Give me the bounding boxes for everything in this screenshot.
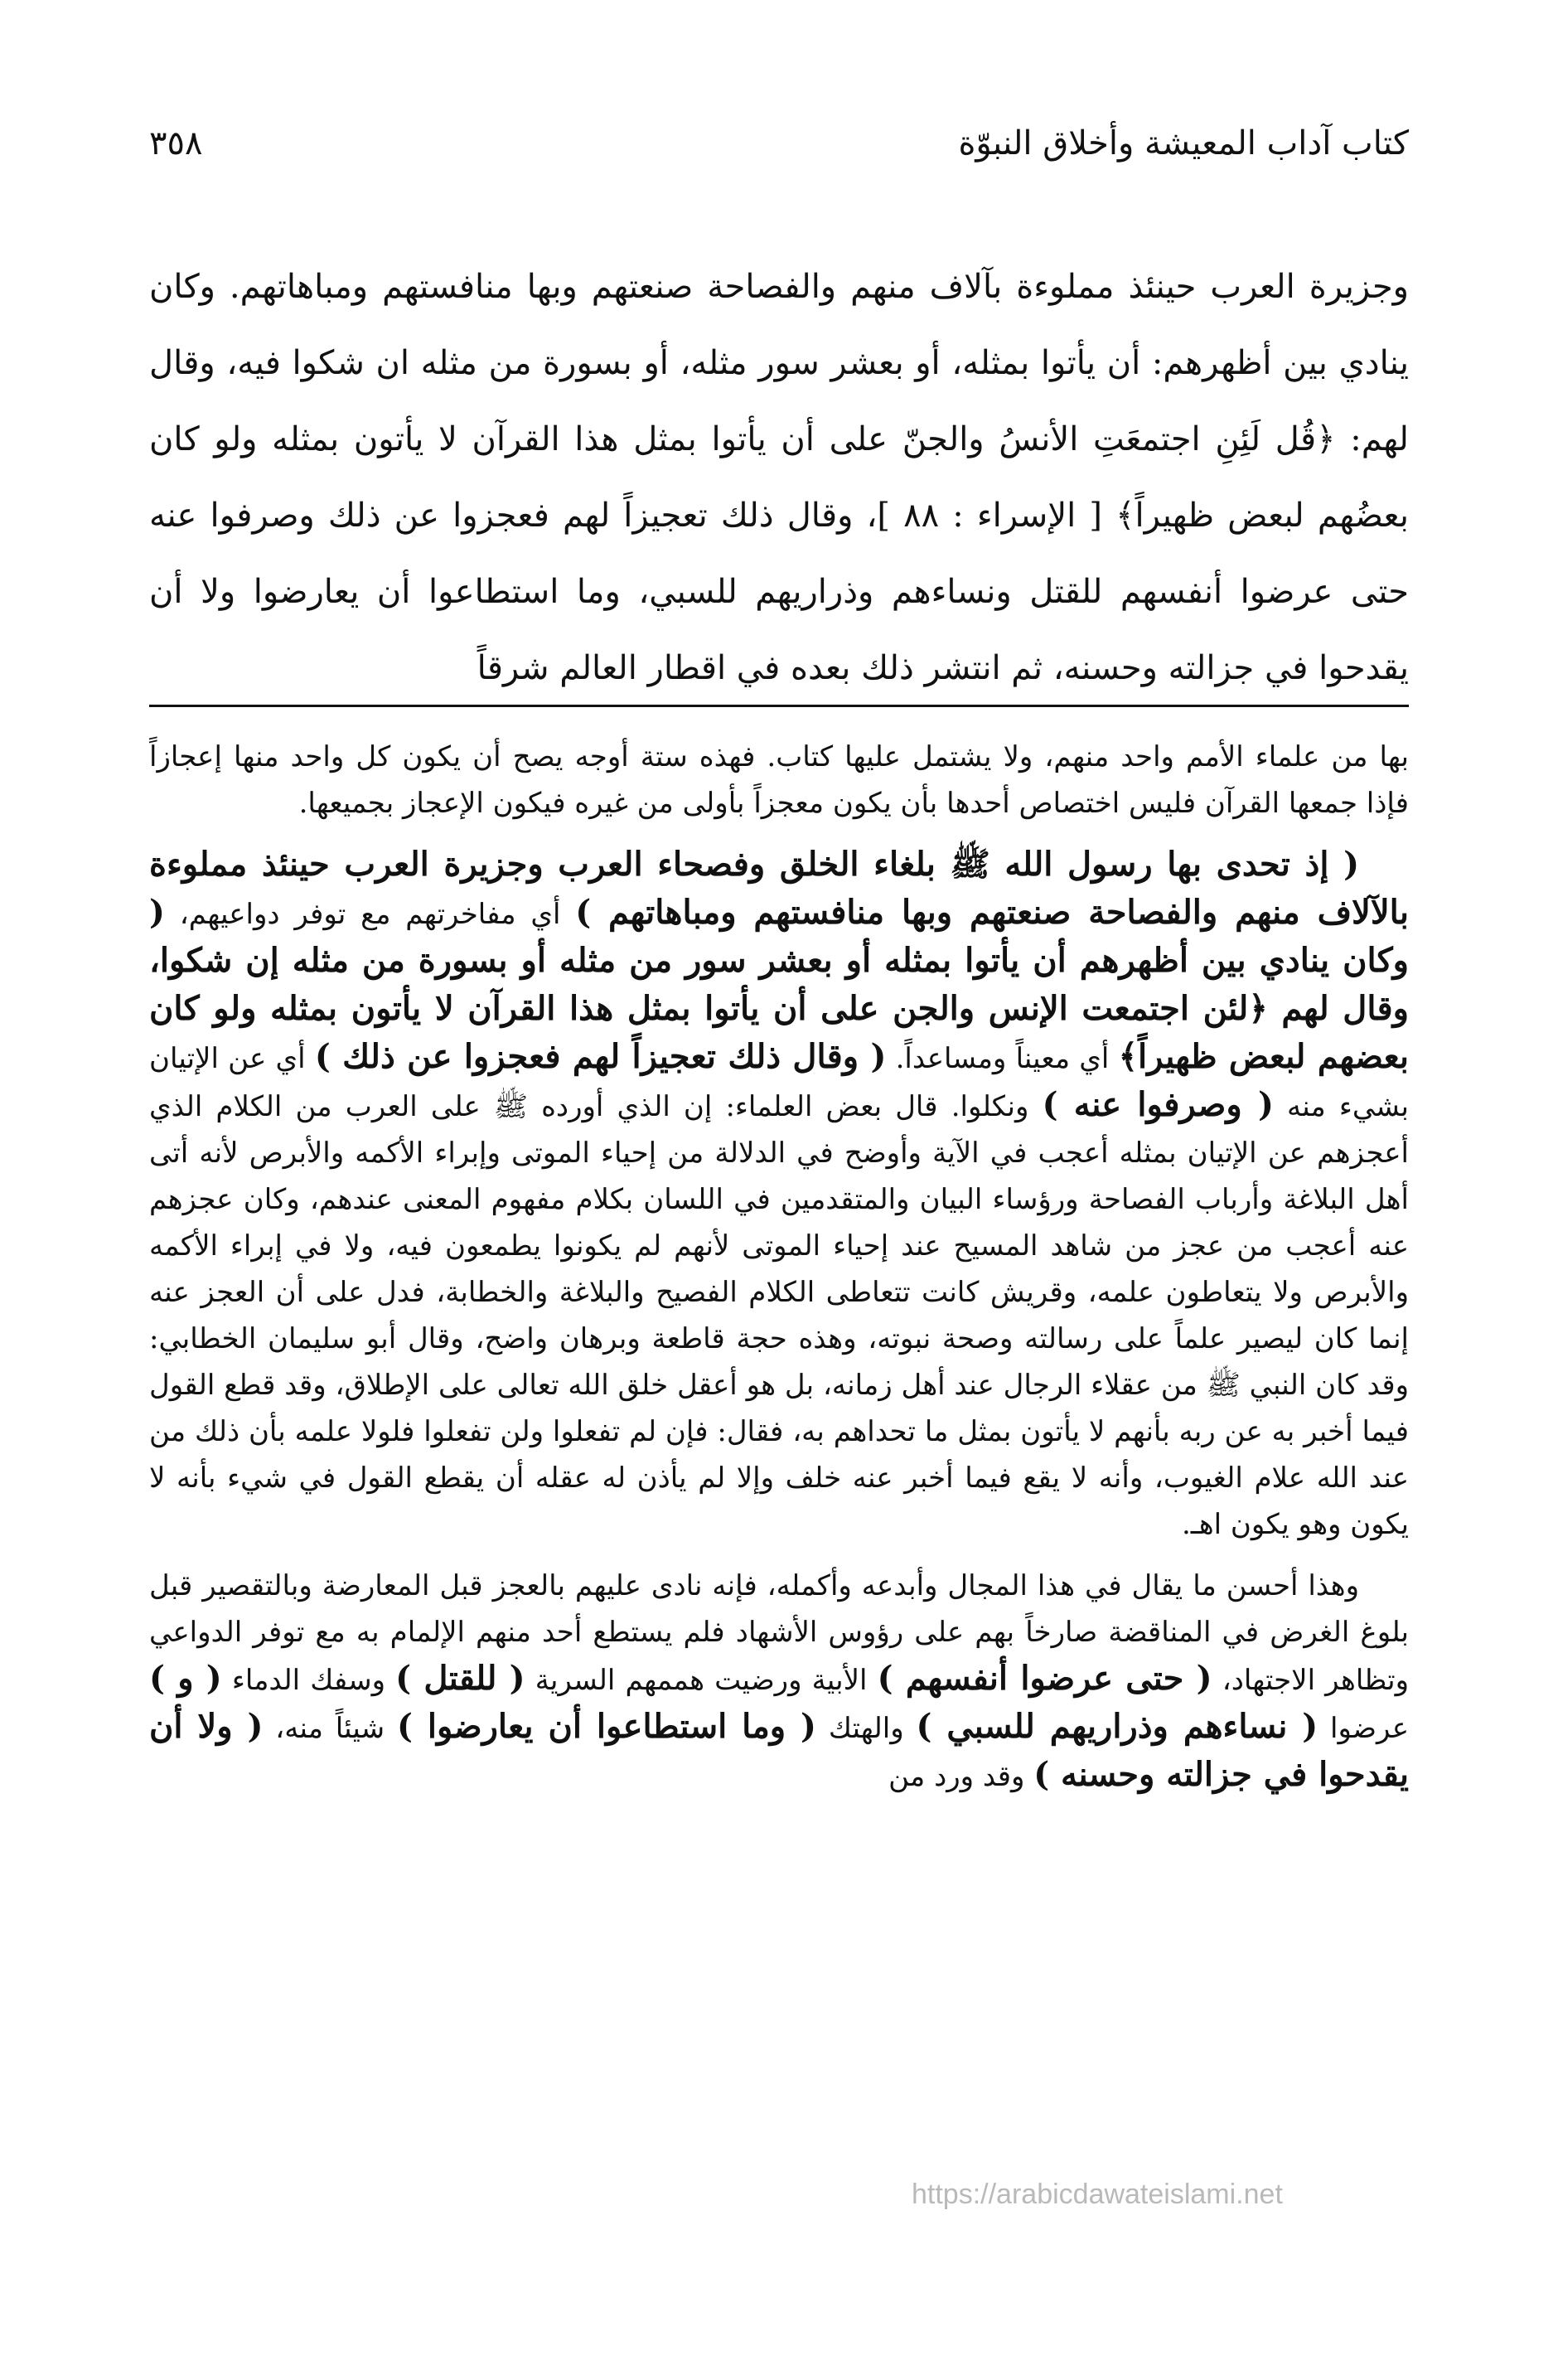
commentary-paragraph-1: بها من علماء الأمم واحد منهم، ولا يشتمل عليها كتاب. فهذه ستة أوجه يصح أن يكون كل واحد منها إعجازاً فإذا جمعها القرآن فليس اختصاص أحدها بأن يكون معجزاً بأولى من غيره فيكون الإعجاز بجميعها. <box>149 740 1409 820</box>
page-header <box>149 124 1409 162</box>
quoted-phrase: ( إذ تحدى بها رسول الله ﷺ بلغاء الخلق وفصحاء العرب وجزيرة العرب حينئذ مملوءة بالآلاف منهم والفصاحة صنعتهم وبها منافستهم ومباهاتهم ) <box>149 845 1409 932</box>
book-title: كتاب آداب المعيشة وأخلاق النبوّة <box>958 124 1409 162</box>
quoted-phrase: ( للقتل ) <box>395 1659 525 1698</box>
watermark-url: https://arabicdawateislami.net <box>912 2179 1283 2210</box>
quoted-phrase: ( وصرفوا عنه ) <box>1042 1085 1274 1124</box>
commentary-paragraph-3 <box>149 1563 1409 1800</box>
explanation-text: أي معيناً ومساعداً. <box>886 1042 1119 1075</box>
commentary-section <box>149 734 1409 1815</box>
quoted-phrase: ( ولا أن يقدحوا في جزالته وحسنه ) <box>149 1707 1409 1794</box>
explanation-text: أي عن الإتيان بشيء منه <box>149 1042 1409 1123</box>
quoted-phrase: ( نساءهم وذراريهم للسبي ) <box>916 1707 1318 1746</box>
commentary-paragraph-2 <box>149 841 1409 1548</box>
quoted-phrase: ( وما استطاعوا أن يعارضوا ) <box>396 1707 816 1746</box>
explanation-text: وهذا أحسن ما يقال في هذا المجال وأبدعه وأكمله، فإنه نادى عليهم بالعجز قبل المعارضة وبالتقصير قبل بلوغ الغرض في المناقضة صارخاً بهم على رؤوس الأشهاد فلم يستطع أحد منهم الإلمام به مع توفر الدواعي وتظاهر الاجتهاد، <box>149 1569 1409 1697</box>
quoted-phrase: ( وقال ذلك تعجيزاً لهم فعجزوا عن ذلك ) <box>314 1037 887 1076</box>
page-number: ٣٥٨ <box>149 124 203 162</box>
footnote-divider <box>149 705 1409 707</box>
explanation-text: شيئاً منه، <box>263 1712 397 1745</box>
explanation-text: الأبية ورضيت هممهم السرية <box>525 1664 878 1697</box>
quoted-phrase: ( وكان ينادي بين أظهرهم أن يأتوا بمثله أو بعشر سور من مثله أو بسورة من مثله إن شكوا، وقال لهم ﴿لئن اجتمعت الإنس والجن على أن يأتوا بمثل هذا القرآن لا يأتون بمثله ولو كان بعضهم لبعض ظهيراً﴾ <box>149 893 1410 1076</box>
explanation-text: ونكلوا. قال بعض العلماء: إن الذي أورده ﷺ على العرب من الكلام الذي أعجزهم عن الإتيان بمثله أعجب في الآية وأوضح في الدلالة من إحياء الموتى وإبراء الأكمه والأبرص لأنه أتى أهل البلاغة وأرباب الفصاحة ورؤساء البيان والمتقدمين في اللسان بكلام مفهوم المعنى عندهم، وكان عجزهم عنه أعجب من عجز من شاهد المسيح عند إحياء الموتى لأنهم لم يكونوا يطمعون فيه، ولا في إبراء الأكمه والأبرص ولا يتعاطون علمه، وقريش كانت تتعاطى الكلام الفصيح والبلاغة والخطابة، فدل على أن العجز عنه إنما كان ليصير علماً على رسالته وصحة نبوته، وهذه حجة قاطعة وبرهان واضح، وقال أبو سليمان الخطابي: وقد كان النبي ﷺ من عقلاء الرجال عند أهل زمانه، بل هو أعقل خلق الله تعالى على الإطلاق، وقد قطع القول فيما أخبر به عن ربه بأنهم لا يأتون بمثل ما تحداهم به، فقال: فإن لم تفعلوا ولن تفعلوا فلولا علمه بأن ذلك من عند الله علام الغيوب، وأنه لا يقع فيما أخبر عنه خلف وإلا لم يأذن له عقله أن يقطع القول في شيء بأنه لا يكون وهو يكون اهـ. <box>149 1090 1409 1541</box>
explanation-text: وقد ورد من <box>888 1760 1034 1793</box>
explanation-text: أي مفاخرتهم مع توفر دواعيهم، <box>164 898 576 931</box>
explanation-text: وسفك الدماء <box>221 1664 396 1697</box>
explanation-text: والهتك <box>816 1712 917 1745</box>
explanation-text: عرضوا <box>1318 1712 1409 1745</box>
main-text: وجزيرة العرب حينئذ مملوءة بآلاف منهم والفصاحة صنعتهم وبها منافستهم ومباهاتهم. وكان ينادي بين أظهرهم: أن يأتوا بمثله، أو بعشر سور مثله، أو بسورة من مثله ان شكوا فيه، وقال لهم: ﴿قُل لَئِنِ اجتمعَتِ الأنسُ والجنّ على أن يأتوا بمثل هذا القرآن لا يأتون بمثله ولو كان بعضُهم لبعض ظهيراً﴾ [ الإسراء : ٨٨ ]، وقال ذلك تعجيزاً لهم فعجزوا عن ذلك وصرفوا عنه حتى عرضوا أنفسهم للقتل ونساءهم وذراريهم للسبي، وما استطاعوا أن يعارضوا ولا أن يقدحوا في جزالته وحسنه، ثم انتشر ذلك بعده في اقطار العالم شرقاً <box>149 268 1409 687</box>
quoted-phrase: ( حتى عرضوا أنفسهم ) <box>877 1659 1212 1698</box>
quoted-phrase: ( و ) <box>149 1659 222 1698</box>
